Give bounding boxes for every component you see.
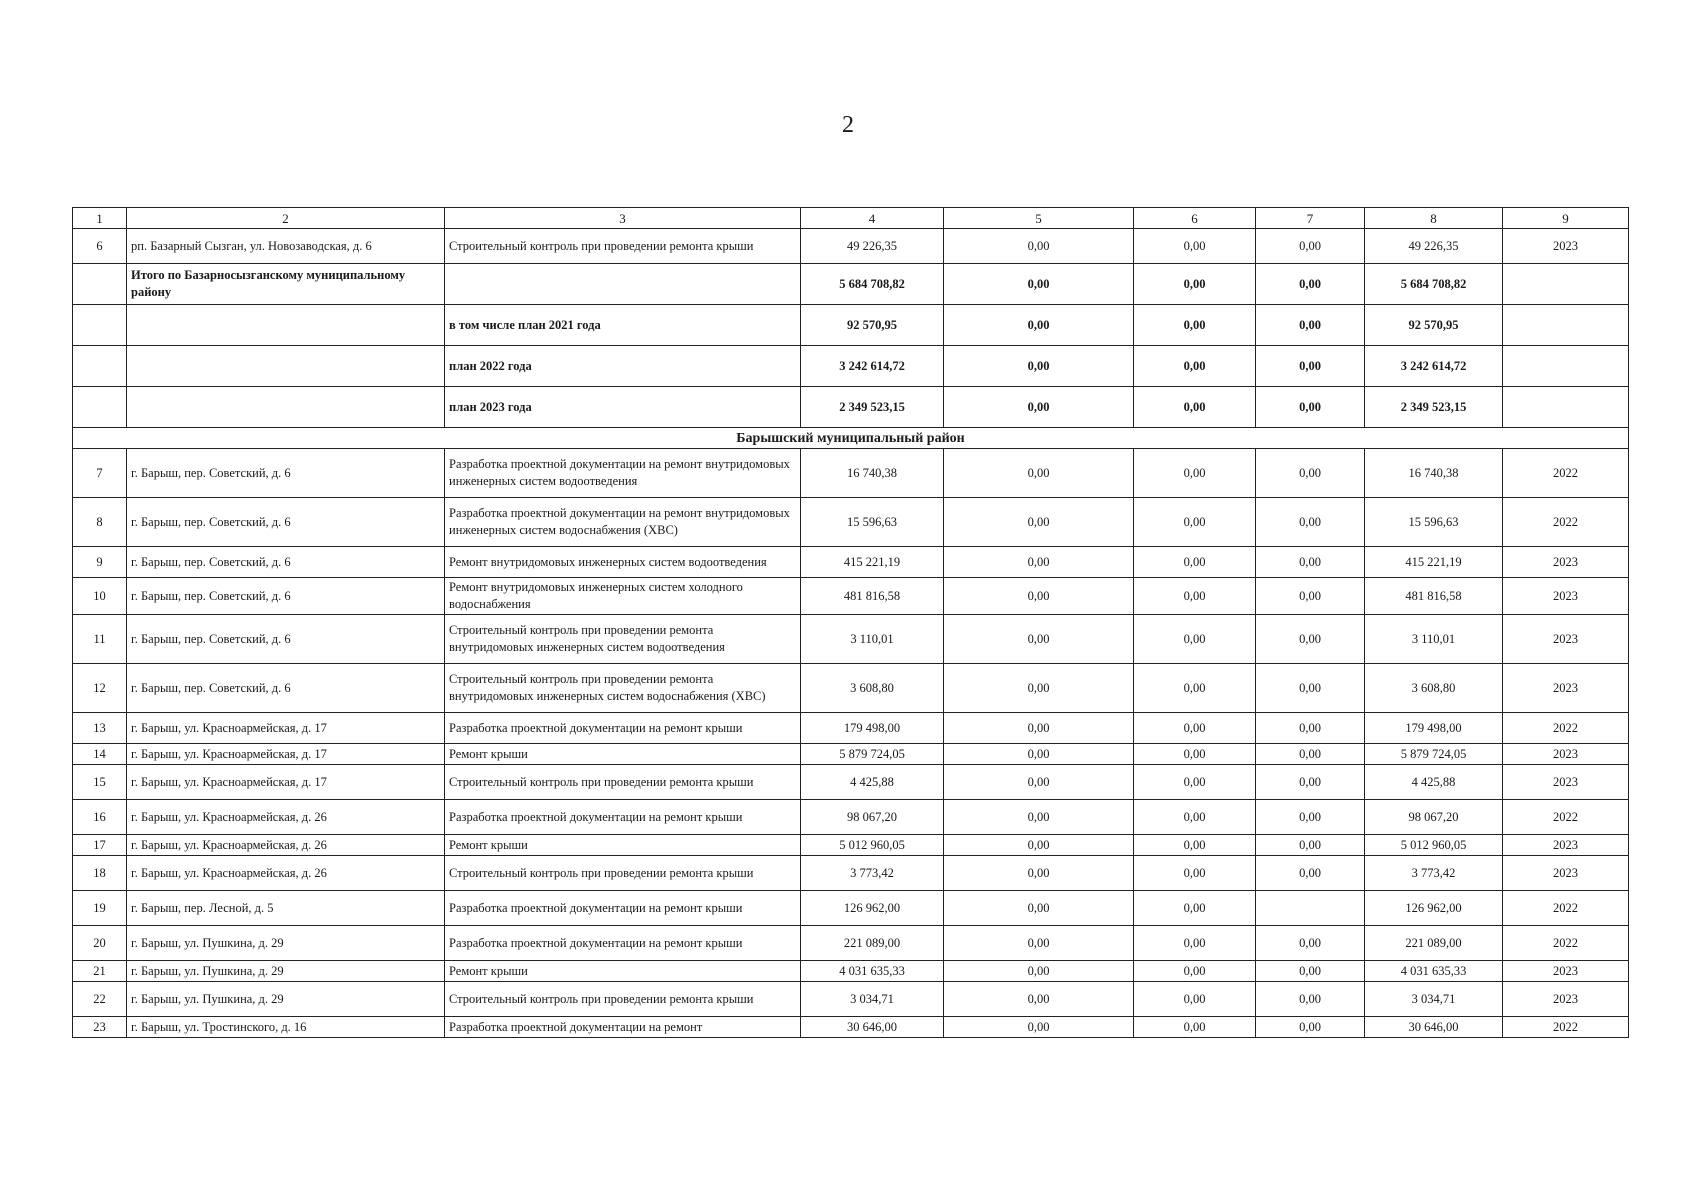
empty-cell bbox=[1503, 387, 1629, 428]
work-type-cell: Ремонт внутридомовых инженерных систем холодного водоснабжения bbox=[445, 578, 801, 615]
row-number: 19 bbox=[73, 891, 127, 926]
amount-cell: 5 012 960,05 bbox=[1365, 835, 1503, 856]
table-row bbox=[73, 835, 1629, 856]
empty-cell bbox=[73, 387, 127, 428]
amount-cell: 30 646,00 bbox=[801, 1017, 944, 1038]
amount-cell: 0,00 bbox=[1256, 926, 1365, 961]
plan-amount: 2 349 523,15 bbox=[801, 387, 944, 428]
amount-cell: 3 608,80 bbox=[801, 664, 944, 713]
plan-amount: 0,00 bbox=[1134, 346, 1256, 387]
address-cell: г. Барыш, ул. Красноармейская, д. 26 bbox=[127, 835, 445, 856]
amount-cell: 415 221,19 bbox=[801, 547, 944, 578]
amount-cell: 0,00 bbox=[944, 229, 1134, 264]
amount-cell: 0,00 bbox=[944, 800, 1134, 835]
empty-cell bbox=[73, 346, 127, 387]
amount-cell: 0,00 bbox=[944, 449, 1134, 498]
year-cell: 2022 bbox=[1503, 449, 1629, 498]
work-type-cell: Разработка проектной документации на ремонт внутридомовых инженерных систем водоотведения bbox=[445, 449, 801, 498]
repair-plan-table bbox=[72, 207, 1629, 1038]
total-row bbox=[73, 264, 1629, 305]
year-cell: 2023 bbox=[1503, 615, 1629, 664]
plan-amount: 0,00 bbox=[1256, 305, 1365, 346]
amount-cell: 0,00 bbox=[1256, 547, 1365, 578]
table-row bbox=[73, 615, 1629, 664]
amount-cell: 126 962,00 bbox=[801, 891, 944, 926]
amount-cell: 0,00 bbox=[944, 765, 1134, 800]
work-type-cell: Разработка проектной документации на ремонт крыши bbox=[445, 800, 801, 835]
amount-cell: 0,00 bbox=[1256, 744, 1365, 765]
empty-cell bbox=[127, 346, 445, 387]
work-type-cell: Разработка проектной документации на ремонт крыши bbox=[445, 926, 801, 961]
amount-cell: 179 498,00 bbox=[801, 713, 944, 744]
plan-amount: 3 242 614,72 bbox=[801, 346, 944, 387]
amount-cell: 0,00 bbox=[944, 926, 1134, 961]
amount-cell: 0,00 bbox=[944, 498, 1134, 547]
row-number: 13 bbox=[73, 713, 127, 744]
amount-cell: 0,00 bbox=[944, 961, 1134, 982]
amount-cell: 0,00 bbox=[1134, 547, 1256, 578]
table-row bbox=[73, 498, 1629, 547]
work-type-cell: Строительный контроль при проведении ремонта внутридомовых инженерных систем водоснабжения (ХВС) bbox=[445, 664, 801, 713]
amount-cell: 0,00 bbox=[1134, 1017, 1256, 1038]
plan-label: план 2022 года bbox=[445, 346, 801, 387]
year-cell: 2023 bbox=[1503, 856, 1629, 891]
table-row bbox=[73, 449, 1629, 498]
amount-cell: 5 879 724,05 bbox=[801, 744, 944, 765]
year-cell: 2023 bbox=[1503, 835, 1629, 856]
column-number: 2 bbox=[127, 208, 445, 229]
amount-cell: 0,00 bbox=[944, 615, 1134, 664]
amount-cell: 30 646,00 bbox=[1365, 1017, 1503, 1038]
amount-cell: 0,00 bbox=[1134, 744, 1256, 765]
row-number: 21 bbox=[73, 961, 127, 982]
empty-cell bbox=[73, 305, 127, 346]
amount-cell: 0,00 bbox=[1134, 800, 1256, 835]
amount-cell: 98 067,20 bbox=[801, 800, 944, 835]
amount-cell: 5 012 960,05 bbox=[801, 835, 944, 856]
amount-cell bbox=[1256, 891, 1365, 926]
address-cell: г. Барыш, ул. Пушкина, д. 29 bbox=[127, 982, 445, 1017]
amount-cell: 49 226,35 bbox=[801, 229, 944, 264]
amount-cell: 3 608,80 bbox=[1365, 664, 1503, 713]
row-number: 16 bbox=[73, 800, 127, 835]
year-cell: 2023 bbox=[1503, 229, 1629, 264]
table-row bbox=[73, 982, 1629, 1017]
amount-cell: 0,00 bbox=[1134, 926, 1256, 961]
column-number: 3 bbox=[445, 208, 801, 229]
address-cell: рп. Базарный Сызган, ул. Новозаводская, д. 6 bbox=[127, 229, 445, 264]
total-label: Итого по Базарносызганскому муниципальному району bbox=[127, 264, 445, 305]
row-number: 15 bbox=[73, 765, 127, 800]
table-row bbox=[73, 800, 1629, 835]
address-cell: г. Барыш, ул. Пушкина, д. 29 bbox=[127, 961, 445, 982]
work-type-cell: Ремонт крыши bbox=[445, 961, 801, 982]
plan-amount: 2 349 523,15 bbox=[1365, 387, 1503, 428]
row-number: 18 bbox=[73, 856, 127, 891]
empty-cell bbox=[73, 264, 127, 305]
amount-cell: 0,00 bbox=[1256, 800, 1365, 835]
empty-cell bbox=[1503, 346, 1629, 387]
row-number: 20 bbox=[73, 926, 127, 961]
address-cell: г. Барыш, ул. Пушкина, д. 29 bbox=[127, 926, 445, 961]
column-number: 1 bbox=[73, 208, 127, 229]
work-type-cell: Строительный контроль при проведении ремонта крыши bbox=[445, 982, 801, 1017]
column-number: 4 bbox=[801, 208, 944, 229]
column-number: 5 bbox=[944, 208, 1134, 229]
empty-cell bbox=[1503, 305, 1629, 346]
amount-cell: 15 596,63 bbox=[1365, 498, 1503, 547]
address-cell: г. Барыш, пер. Лесной, д. 5 bbox=[127, 891, 445, 926]
year-cell: 2022 bbox=[1503, 926, 1629, 961]
row-number: 12 bbox=[73, 664, 127, 713]
total-amount: 0,00 bbox=[1256, 264, 1365, 305]
amount-cell: 179 498,00 bbox=[1365, 713, 1503, 744]
table-row bbox=[73, 547, 1629, 578]
amount-cell: 0,00 bbox=[1134, 856, 1256, 891]
year-cell: 2023 bbox=[1503, 765, 1629, 800]
amount-cell: 0,00 bbox=[944, 578, 1134, 615]
row-number: 6 bbox=[73, 229, 127, 264]
row-number: 10 bbox=[73, 578, 127, 615]
work-type-cell: Строительный контроль при проведении ремонта крыши bbox=[445, 229, 801, 264]
address-cell: г. Барыш, ул. Красноармейская, д. 17 bbox=[127, 713, 445, 744]
plan-row bbox=[73, 346, 1629, 387]
amount-cell: 0,00 bbox=[1134, 891, 1256, 926]
amount-cell: 0,00 bbox=[1134, 664, 1256, 713]
amount-cell: 5 879 724,05 bbox=[1365, 744, 1503, 765]
amount-cell: 415 221,19 bbox=[1365, 547, 1503, 578]
column-number: 9 bbox=[1503, 208, 1629, 229]
plan-label: план 2023 года bbox=[445, 387, 801, 428]
row-number: 7 bbox=[73, 449, 127, 498]
amount-cell: 0,00 bbox=[1134, 982, 1256, 1017]
table-row bbox=[73, 765, 1629, 800]
year-cell: 2023 bbox=[1503, 744, 1629, 765]
work-type-cell: Ремонт внутридомовых инженерных систем водоотведения bbox=[445, 547, 801, 578]
amount-cell: 0,00 bbox=[944, 664, 1134, 713]
total-amount: 0,00 bbox=[1134, 264, 1256, 305]
year-cell: 2022 bbox=[1503, 800, 1629, 835]
address-cell: г. Барыш, пер. Советский, д. 6 bbox=[127, 578, 445, 615]
row-number: 17 bbox=[73, 835, 127, 856]
amount-cell: 0,00 bbox=[944, 547, 1134, 578]
row-number: 11 bbox=[73, 615, 127, 664]
table-row bbox=[73, 926, 1629, 961]
plan-amount: 0,00 bbox=[944, 305, 1134, 346]
year-cell: 2023 bbox=[1503, 547, 1629, 578]
amount-cell: 4 425,88 bbox=[801, 765, 944, 800]
section-row bbox=[73, 428, 1629, 449]
amount-cell: 0,00 bbox=[1256, 856, 1365, 891]
amount-cell: 0,00 bbox=[1134, 615, 1256, 664]
total-amount: 0,00 bbox=[944, 264, 1134, 305]
amount-cell: 126 962,00 bbox=[1365, 891, 1503, 926]
plan-amount: 0,00 bbox=[1134, 387, 1256, 428]
address-cell: г. Барыш, ул. Красноармейская, д. 26 bbox=[127, 856, 445, 891]
empty-cell bbox=[445, 264, 801, 305]
table-row bbox=[73, 713, 1629, 744]
year-cell: 2023 bbox=[1503, 961, 1629, 982]
empty-cell bbox=[1503, 264, 1629, 305]
amount-cell: 3 773,42 bbox=[801, 856, 944, 891]
table-row bbox=[73, 891, 1629, 926]
address-cell: г. Барыш, пер. Советский, д. 6 bbox=[127, 547, 445, 578]
amount-cell: 0,00 bbox=[1256, 449, 1365, 498]
work-type-cell: Строительный контроль при проведении ремонта крыши bbox=[445, 765, 801, 800]
work-type-cell: Разработка проектной документации на ремонт крыши bbox=[445, 891, 801, 926]
year-cell: 2022 bbox=[1503, 1017, 1629, 1038]
year-cell: 2022 bbox=[1503, 713, 1629, 744]
amount-cell: 16 740,38 bbox=[801, 449, 944, 498]
section-title: Барышский муниципальный район bbox=[73, 428, 1629, 449]
amount-cell: 0,00 bbox=[1256, 982, 1365, 1017]
amount-cell: 0,00 bbox=[1256, 578, 1365, 615]
amount-cell: 16 740,38 bbox=[1365, 449, 1503, 498]
amount-cell: 4 031 635,33 bbox=[801, 961, 944, 982]
amount-cell: 0,00 bbox=[944, 835, 1134, 856]
column-number: 6 bbox=[1134, 208, 1256, 229]
amount-cell: 0,00 bbox=[944, 982, 1134, 1017]
table-row bbox=[73, 856, 1629, 891]
plan-amount: 92 570,95 bbox=[1365, 305, 1503, 346]
empty-cell bbox=[127, 305, 445, 346]
work-type-cell: Разработка проектной документации на ремонт крыши bbox=[445, 713, 801, 744]
amount-cell: 0,00 bbox=[1134, 961, 1256, 982]
work-type-cell: Разработка проектной документации на ремонт внутридомовых инженерных систем водоснабжения (ХВС) bbox=[445, 498, 801, 547]
amount-cell: 3 110,01 bbox=[1365, 615, 1503, 664]
amount-cell: 221 089,00 bbox=[801, 926, 944, 961]
column-number: 7 bbox=[1256, 208, 1365, 229]
amount-cell: 98 067,20 bbox=[1365, 800, 1503, 835]
amount-cell: 15 596,63 bbox=[801, 498, 944, 547]
address-cell: г. Барыш, ул. Красноармейская, д. 17 bbox=[127, 744, 445, 765]
amount-cell: 3 773,42 bbox=[1365, 856, 1503, 891]
table-row bbox=[73, 229, 1629, 264]
amount-cell: 0,00 bbox=[1134, 498, 1256, 547]
amount-cell: 0,00 bbox=[1256, 664, 1365, 713]
table-row bbox=[73, 961, 1629, 982]
amount-cell: 0,00 bbox=[944, 856, 1134, 891]
amount-cell: 481 816,58 bbox=[801, 578, 944, 615]
amount-cell: 4 425,88 bbox=[1365, 765, 1503, 800]
address-cell: г. Барыш, пер. Советский, д. 6 bbox=[127, 498, 445, 547]
year-cell: 2022 bbox=[1503, 891, 1629, 926]
table-row bbox=[73, 1017, 1629, 1038]
address-cell: г. Барыш, пер. Советский, д. 6 bbox=[127, 449, 445, 498]
work-type-cell: Разработка проектной документации на ремонт bbox=[445, 1017, 801, 1038]
amount-cell: 0,00 bbox=[1134, 713, 1256, 744]
table-row bbox=[73, 744, 1629, 765]
row-number: 8 bbox=[73, 498, 127, 547]
total-amount: 5 684 708,82 bbox=[801, 264, 944, 305]
amount-cell: 0,00 bbox=[1256, 229, 1365, 264]
address-cell: г. Барыш, ул. Красноармейская, д. 26 bbox=[127, 800, 445, 835]
work-type-cell: Строительный контроль при проведении ремонта крыши bbox=[445, 856, 801, 891]
plan-row bbox=[73, 305, 1629, 346]
plan-amount: 0,00 bbox=[944, 387, 1134, 428]
year-cell: 2023 bbox=[1503, 982, 1629, 1017]
amount-cell: 0,00 bbox=[944, 891, 1134, 926]
plan-amount: 0,00 bbox=[1256, 387, 1365, 428]
amount-cell: 3 110,01 bbox=[801, 615, 944, 664]
amount-cell: 0,00 bbox=[1134, 229, 1256, 264]
address-cell: г. Барыш, ул. Тростинского, д. 16 bbox=[127, 1017, 445, 1038]
work-type-cell: Ремонт крыши bbox=[445, 835, 801, 856]
plan-amount: 92 570,95 bbox=[801, 305, 944, 346]
plan-amount: 0,00 bbox=[944, 346, 1134, 387]
amount-cell: 0,00 bbox=[944, 1017, 1134, 1038]
amount-cell: 0,00 bbox=[1256, 713, 1365, 744]
row-number: 22 bbox=[73, 982, 127, 1017]
amount-cell: 49 226,35 bbox=[1365, 229, 1503, 264]
amount-cell: 0,00 bbox=[1256, 961, 1365, 982]
address-cell: г. Барыш, пер. Советский, д. 6 bbox=[127, 615, 445, 664]
amount-cell: 0,00 bbox=[1256, 498, 1365, 547]
amount-cell: 0,00 bbox=[1256, 1017, 1365, 1038]
amount-cell: 4 031 635,33 bbox=[1365, 961, 1503, 982]
work-type-cell: Строительный контроль при проведении ремонта внутридомовых инженерных систем водоотведения bbox=[445, 615, 801, 664]
year-cell: 2023 bbox=[1503, 664, 1629, 713]
amount-cell: 3 034,71 bbox=[1365, 982, 1503, 1017]
plan-amount: 0,00 bbox=[1256, 346, 1365, 387]
amount-cell: 0,00 bbox=[1134, 835, 1256, 856]
plan-label: в том числе план 2021 года bbox=[445, 305, 801, 346]
amount-cell: 0,00 bbox=[1134, 765, 1256, 800]
amount-cell: 0,00 bbox=[1134, 578, 1256, 615]
row-number: 9 bbox=[73, 547, 127, 578]
address-cell: г. Барыш, пер. Советский, д. 6 bbox=[127, 664, 445, 713]
amount-cell: 0,00 bbox=[1256, 765, 1365, 800]
amount-cell: 0,00 bbox=[1256, 835, 1365, 856]
page-number: 2 bbox=[842, 112, 854, 138]
table-row bbox=[73, 578, 1629, 615]
year-cell: 2022 bbox=[1503, 498, 1629, 547]
plan-row bbox=[73, 387, 1629, 428]
year-cell: 2023 bbox=[1503, 578, 1629, 615]
address-cell: г. Барыш, ул. Красноармейская, д. 17 bbox=[127, 765, 445, 800]
plan-amount: 3 242 614,72 bbox=[1365, 346, 1503, 387]
row-number: 14 bbox=[73, 744, 127, 765]
row-number: 23 bbox=[73, 1017, 127, 1038]
empty-cell bbox=[127, 387, 445, 428]
column-number: 8 bbox=[1365, 208, 1503, 229]
amount-cell: 0,00 bbox=[1256, 615, 1365, 664]
amount-cell: 221 089,00 bbox=[1365, 926, 1503, 961]
amount-cell: 0,00 bbox=[944, 744, 1134, 765]
total-amount: 5 684 708,82 bbox=[1365, 264, 1503, 305]
work-type-cell: Ремонт крыши bbox=[445, 744, 801, 765]
amount-cell: 3 034,71 bbox=[801, 982, 944, 1017]
amount-cell: 481 816,58 bbox=[1365, 578, 1503, 615]
plan-amount: 0,00 bbox=[1134, 305, 1256, 346]
table-row bbox=[73, 664, 1629, 713]
column-numbers-row bbox=[73, 208, 1629, 229]
amount-cell: 0,00 bbox=[944, 713, 1134, 744]
amount-cell: 0,00 bbox=[1134, 449, 1256, 498]
